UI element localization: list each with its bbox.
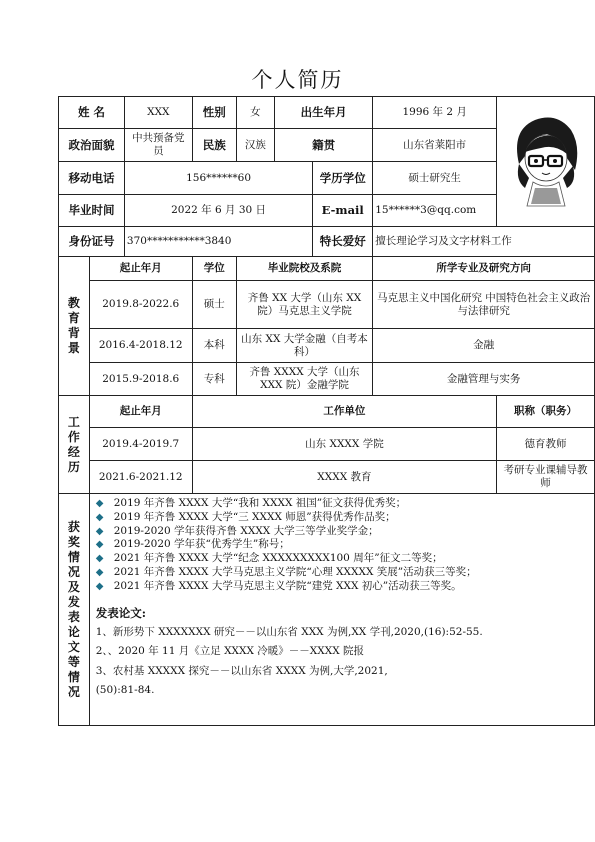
resume-table: [58, 96, 595, 726]
list-item: ◆ 2021 年齐鲁 XXXX 大学马克思主义学院“建党 XXX 初心”活动获三等奖。: [95, 579, 462, 592]
paper-item: (50):81-84.: [95, 684, 155, 697]
skill-value: 擅长理论学习及文字材料工作: [373, 227, 595, 257]
awards-content: [89, 494, 594, 726]
work-unit: XXXX 教育: [192, 461, 496, 494]
avatar-cartoon-icon: [505, 110, 587, 210]
phone-value: 156******60: [124, 162, 312, 195]
list-item: ◆ 2021 年齐鲁 XXXX 大学马克思主义学院“心理 XXXXX 笑展”活动获三等奖；: [95, 565, 477, 578]
edu-period: 2015.9-2018.6: [89, 363, 192, 396]
edu-header-degree: 学位: [192, 257, 236, 281]
edu-school: 山东 XX 大学金融（自考本科）: [236, 329, 373, 363]
paper-item: 2、、2020 年 11 月《立足 XXXX 冷暖》－－XXXX 院报: [95, 645, 365, 658]
grad-value: 2022 年 6 月 30 日: [124, 195, 312, 227]
edu-degree: 专科: [192, 363, 236, 396]
name-value: XXX: [124, 97, 192, 129]
politics-label: 政治面貌: [59, 129, 125, 162]
grad-label: 毕业时间: [59, 195, 125, 227]
diamond-bullet-icon: ◆: [95, 553, 104, 565]
work-unit: 山东 XXXX 学院: [192, 428, 496, 461]
ethnic-value: 汉族: [236, 129, 274, 162]
diamond-bullet-icon: ◆: [95, 580, 104, 592]
gender-label: 性别: [192, 97, 236, 129]
degree-value: 硕士研究生: [373, 162, 497, 195]
education-section-label: 教育背景: [59, 257, 90, 396]
edu-school: 齐鲁 XX 大学（山东 XX 院）马克思主义学院: [236, 281, 373, 329]
edu-header-major: 所学专业及研究方向: [373, 257, 595, 281]
name-label: 姓 名: [59, 97, 125, 129]
edu-major: 马克思主义中国化研究 中国特色社会主义政治与法律研究: [373, 281, 595, 329]
degree-label: 学历学位: [313, 162, 373, 195]
email-label: E-mail: [313, 195, 373, 227]
list-item: ◆ 2019 年齐鲁 XXXX 大学“三 XXXX 师恩”获得优秀作品奖；: [95, 510, 396, 523]
awards-section-label: 获奖情况及发表论文等情况: [59, 494, 90, 726]
diamond-bullet-icon: ◆: [95, 525, 104, 537]
list-item: ◆ 2021 年齐鲁 XXXX 大学“纪念 XXXXXXXXX100 周年”征文二等奖；: [95, 552, 443, 565]
page-title: 个人简历: [251, 68, 344, 92]
table-row: [59, 281, 595, 329]
table-row: [59, 363, 595, 396]
paper-item: 3、农村基 XXXXX 探究－－以山东省 XXXX 为例,大学,2021,: [95, 664, 388, 677]
work-header-period: 起止年月: [89, 396, 192, 428]
diamond-bullet-icon: ◆: [95, 511, 104, 523]
edu-header-period: 起止年月: [89, 257, 192, 281]
table-row: [59, 428, 595, 461]
skill-label: 特长爱好: [313, 227, 373, 257]
edu-period: 2019.8-2022.6: [89, 281, 192, 329]
photo-cell: [497, 97, 595, 227]
edu-major: 金融管理与实务: [373, 363, 595, 396]
birth-label: 出生年月: [275, 97, 373, 129]
edu-degree: 本科: [192, 329, 236, 363]
edu-degree: 硕士: [192, 281, 236, 329]
table-row: [59, 461, 595, 494]
edu-period: 2016.4-2018.12: [89, 329, 192, 363]
edu-major: 金融: [373, 329, 595, 363]
papers-heading: 发表论文:: [95, 605, 146, 620]
diamond-bullet-icon: ◆: [95, 498, 104, 509]
ethnic-label: 民族: [192, 129, 236, 162]
work-period: 2021.6-2021.12: [89, 461, 192, 494]
work-title: 德育教师: [497, 428, 595, 461]
edu-header-school: 毕业院校及系院: [236, 257, 373, 281]
diamond-bullet-icon: ◆: [95, 566, 104, 578]
origin-value: 山东省莱阳市: [373, 129, 497, 162]
table-row: [59, 329, 595, 363]
id-value: 370***********3840: [124, 227, 312, 257]
diamond-bullet-icon: ◆: [95, 539, 104, 551]
origin-label: 籍贯: [275, 129, 373, 162]
work-header-title: 职称（职务）: [497, 396, 595, 428]
list-item: ◆ 2019-2020 学年获“优秀学生”称号；: [95, 538, 290, 551]
gender-value: 女: [236, 97, 274, 129]
work-title: 考研专业课辅导教师: [497, 461, 595, 494]
politics-value: 中共预备党员: [124, 129, 192, 162]
list-item: ◆ 2019-2020 学年获得齐鲁 XXXX 大学三等学业奖学金；: [95, 524, 379, 537]
email-value: 15******3@qq.com: [373, 195, 497, 227]
work-period: 2019.4-2019.7: [89, 428, 192, 461]
birth-value: 1996 年 2 月: [373, 97, 497, 129]
paper-item: 1、新形势下 XXXXXXX 研究－－以山东省 XXX 为例,XX 学刊,2020,(16):52-55.: [95, 625, 483, 638]
edu-school: 齐鲁 XXXX 大学（山东 XXX 院）金融学院: [236, 363, 373, 396]
phone-label: 移动电话: [59, 162, 125, 195]
work-section-label: 工作经历: [59, 396, 90, 494]
work-header-unit: 工作单位: [192, 396, 496, 428]
list-item: ◆ 2019 年齐鲁 XXXX 大学“我和 XXXX 祖国”征文获得优秀奖；: [95, 497, 407, 509]
id-label: 身份证号: [59, 227, 125, 257]
